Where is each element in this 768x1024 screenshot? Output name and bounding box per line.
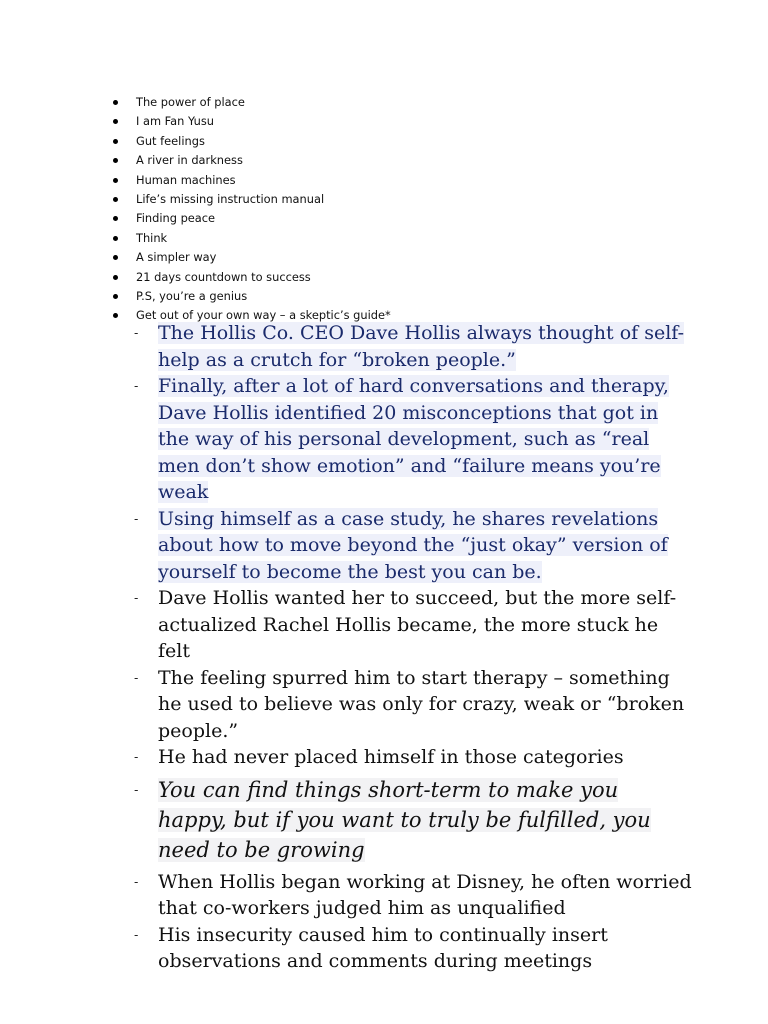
bullet-dot-icon bbox=[113, 197, 118, 202]
bullet-item bbox=[108, 229, 391, 248]
quote-text: You can find things short-term to make you happy, but if you want to truly be fulfilled, you need to be growing bbox=[158, 777, 651, 862]
dash-marker: - bbox=[134, 379, 139, 393]
bullet-dot-icon bbox=[113, 119, 118, 124]
quote-item bbox=[132, 775, 692, 865]
dash-marker: - bbox=[134, 511, 139, 526]
note-item bbox=[132, 373, 692, 506]
bullet-item-text: Human machines bbox=[136, 172, 236, 187]
bullet-dot-icon bbox=[113, 178, 118, 183]
note-text: The feeling spurred him to start therapy – something he used to believe was only for crazy, weak or “broken people.” bbox=[158, 666, 685, 742]
bullet-item-text: Think bbox=[136, 230, 168, 245]
note-item bbox=[132, 744, 692, 771]
note-text: Dave Hollis wanted her to succeed, but the more self-actualized Rachel Hollis became, the more stuck he felt bbox=[158, 587, 677, 662]
bullet-item-text: A simpler way bbox=[136, 250, 217, 265]
bullet-dot-icon bbox=[113, 313, 118, 318]
bullet-item-text: 21 days countdown to success bbox=[136, 269, 311, 284]
bullet-item-text: The power of place bbox=[136, 95, 245, 109]
bullet-dot-icon bbox=[113, 275, 118, 280]
bullet-item bbox=[108, 112, 391, 131]
note-text: When Hollis began working at Disney, he often worried that co-workers judged him as unqualified bbox=[158, 870, 692, 919]
bullet-item-text: Life’s missing instruction manual bbox=[136, 191, 325, 206]
note-text: He had never placed himself in those categories bbox=[158, 746, 624, 768]
bullet-item bbox=[108, 151, 391, 170]
bullet-dot-icon bbox=[113, 139, 118, 144]
note-item bbox=[132, 869, 692, 922]
bullet-item bbox=[108, 93, 391, 112]
note-item bbox=[132, 506, 692, 586]
bullet-item bbox=[108, 171, 391, 190]
dash-marker: - bbox=[134, 750, 139, 764]
bullet-item-text: Get out of your own way – a skeptic’s guide* bbox=[136, 308, 391, 323]
notes-dash-list bbox=[132, 320, 692, 975]
bullet-dot-icon bbox=[113, 100, 118, 105]
bullet-dot-icon bbox=[113, 216, 118, 221]
bullet-item bbox=[108, 190, 391, 209]
bullet-item-text: Finding peace bbox=[136, 211, 216, 226]
bullet-dot-icon bbox=[113, 255, 118, 260]
note-item bbox=[132, 665, 692, 745]
dash-marker: - bbox=[134, 670, 139, 685]
bullet-item-text: P.S, you’re a genius bbox=[136, 288, 248, 303]
dash-marker: - bbox=[134, 326, 139, 340]
bullet-item-text: Gut feelings bbox=[136, 133, 205, 148]
note-text: The Hollis Co. CEO Dave Hollis always thought of self-help as a crutch for “broken people.” bbox=[158, 322, 685, 371]
bullet-dot-icon bbox=[113, 158, 118, 163]
bullet-item bbox=[108, 132, 391, 151]
dash-marker: - bbox=[134, 591, 139, 605]
bullet-item bbox=[108, 287, 391, 306]
note-text: Finally, after a lot of hard conversations and therapy, Dave Hollis identified 20 misconceptions that got in the way of his personal development, such as “real men don’t show emotion” and “failure means you’re weak bbox=[158, 375, 669, 503]
dash-marker: - bbox=[134, 927, 139, 942]
note-item bbox=[132, 320, 692, 373]
topic-bullet-list bbox=[108, 93, 391, 326]
dash-marker: - bbox=[134, 874, 139, 889]
bullet-dot-icon bbox=[113, 236, 118, 241]
note-text: Using himself as a case study, he shares revelations about how to move beyond the “just okay” version of yourself to become the best you can be. bbox=[158, 507, 668, 583]
note-item bbox=[132, 585, 692, 665]
bullet-item bbox=[108, 248, 391, 267]
note-item bbox=[132, 922, 692, 975]
bullet-item bbox=[108, 268, 391, 287]
bullet-item-text: I am Fan Yusu bbox=[136, 114, 215, 129]
bullet-item bbox=[108, 209, 391, 228]
bullet-item-text: A river in darkness bbox=[136, 153, 243, 168]
bullet-dot-icon bbox=[113, 294, 118, 299]
note-text: His insecurity caused him to continually insert observations and comments during meetings bbox=[158, 923, 608, 972]
dash-marker: - bbox=[134, 782, 139, 797]
